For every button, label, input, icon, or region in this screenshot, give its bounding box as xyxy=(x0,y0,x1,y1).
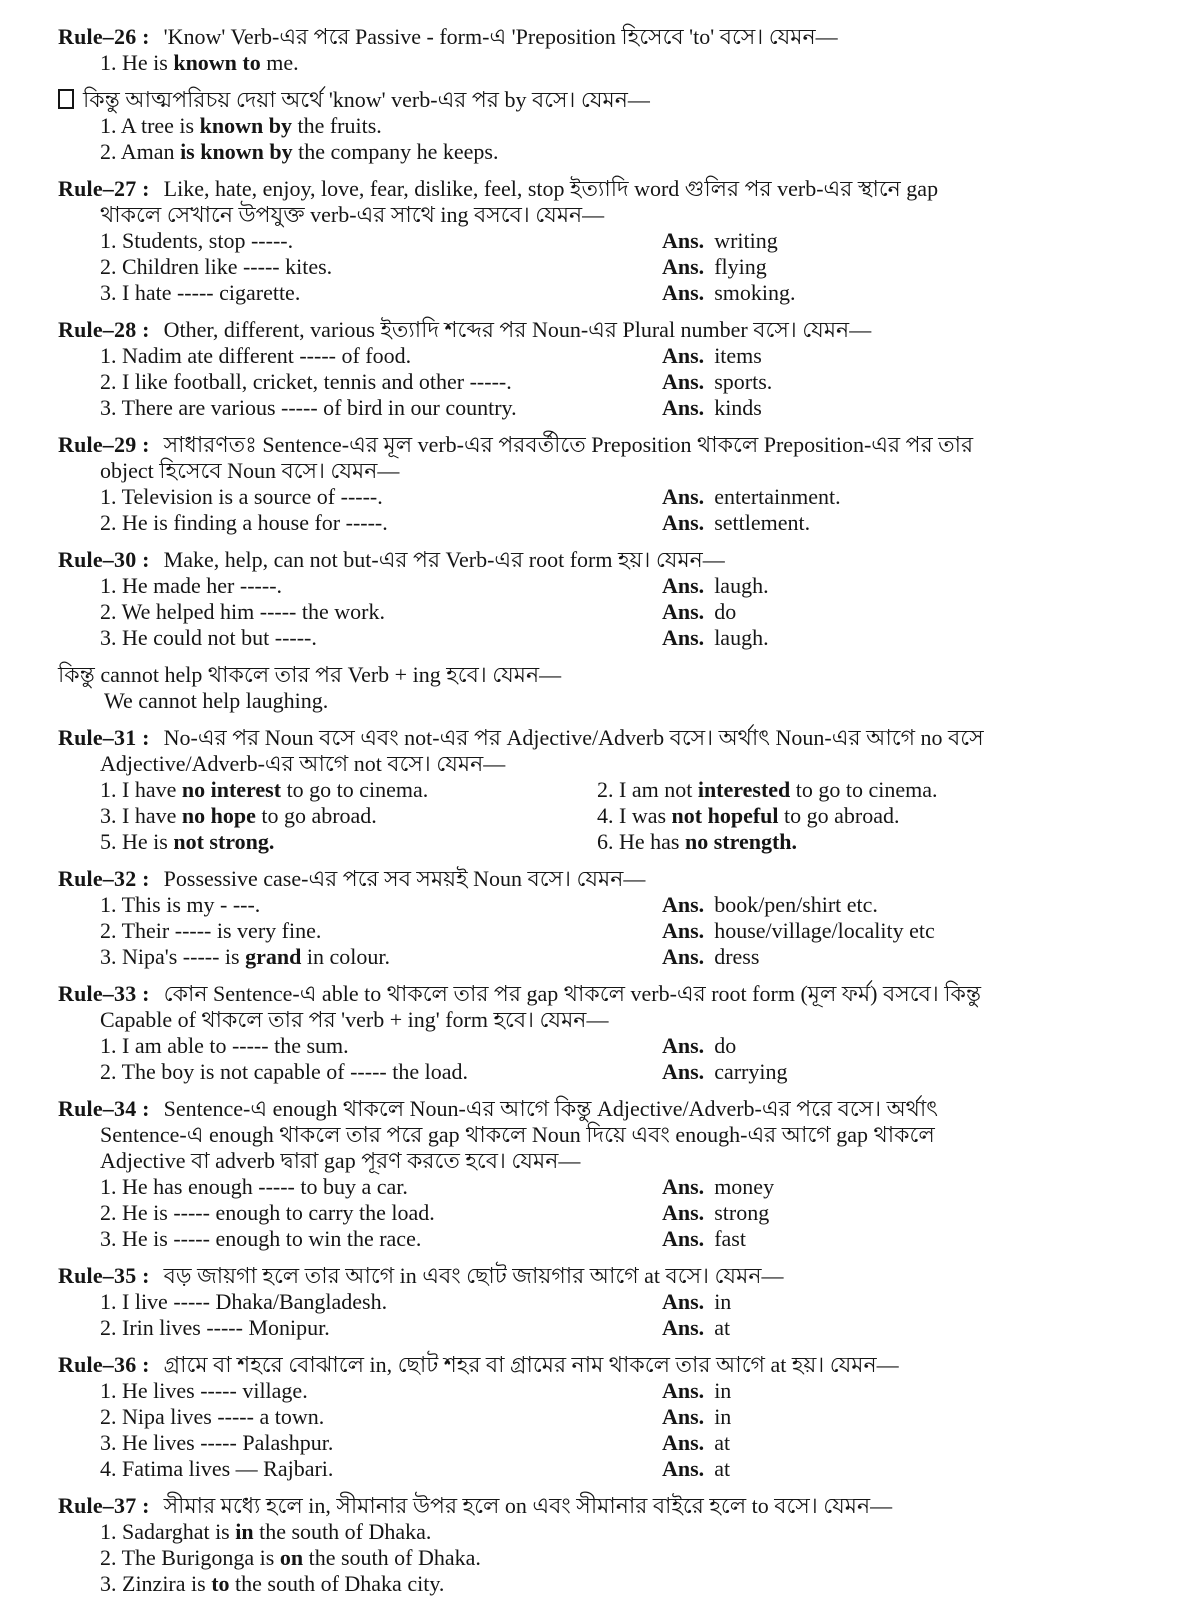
text: 3. Zinzira is xyxy=(100,1571,212,1596)
question-text xyxy=(100,1226,662,1252)
bold-text: interested xyxy=(697,777,791,802)
example-pair-row xyxy=(58,829,1182,855)
text: to go to cinema. xyxy=(281,777,429,802)
answer-label: Ans. xyxy=(662,369,705,394)
rule-label: Rule–37 : xyxy=(58,1493,150,1518)
answer-label: Ans. xyxy=(662,343,705,368)
answer-text: fast xyxy=(714,1226,746,1251)
rule-30 xyxy=(58,547,1182,651)
text: 2. I am not xyxy=(597,777,698,802)
answer-label: Ans. xyxy=(662,280,705,305)
pair-right xyxy=(597,829,797,855)
example-line xyxy=(58,688,1182,714)
text: কিন্তু আত্মপরিচয় দেয়া অর্থে 'know' verb-এর পর by বসে। যেমন— xyxy=(83,87,650,112)
note-block xyxy=(58,87,1182,165)
rule-35 xyxy=(58,1263,1182,1341)
text: সীমার মধ্যে হলে in, সীমানার উপর হলে on এবং সীমানার বাইরে হলে to বসে। যেমন— xyxy=(163,1493,893,1518)
answer-label: Ans. xyxy=(662,254,705,279)
text: 2. I like football, cricket, tennis and other -----. xyxy=(100,369,512,394)
answer-text: do xyxy=(714,1033,737,1058)
answer-text: at xyxy=(714,1430,731,1455)
text: 2. Their ----- is very fine. xyxy=(100,918,322,943)
text: 5. He is xyxy=(100,829,174,854)
answer-label: Ans. xyxy=(662,510,705,535)
answer-text: carrying xyxy=(714,1059,788,1084)
square-bullet-icon xyxy=(58,89,74,109)
answer-label: Ans. xyxy=(662,625,705,650)
example-line xyxy=(58,50,1182,76)
question-text xyxy=(100,280,662,306)
answer-text: do xyxy=(714,599,737,624)
answer-text: at xyxy=(714,1315,731,1340)
text: Capable of থাকলে তার পর 'verb + ing' form হবে। যেমন— xyxy=(100,1007,609,1032)
rule-label: Rule–32 : xyxy=(58,866,150,891)
question-text xyxy=(100,484,662,510)
text: the company he keeps. xyxy=(292,139,499,164)
answer-text: kinds xyxy=(714,395,762,420)
example-qa-row xyxy=(58,1289,1182,1315)
text: 2. Aman xyxy=(100,139,181,164)
heading-continuation xyxy=(58,1148,1182,1174)
text: 4. I was xyxy=(597,803,672,828)
example-qa-row xyxy=(58,369,1182,395)
text: 2. He is ----- enough to carry the load. xyxy=(100,1200,435,1225)
question-text xyxy=(100,1033,662,1059)
text: কিন্তু cannot help থাকলে তার পর Verb + ing হবে। যেমন— xyxy=(58,662,562,687)
bold-text: grand xyxy=(245,944,302,969)
bold-text: not hopeful xyxy=(671,803,779,828)
bold-text: known to xyxy=(173,50,261,75)
answer-text: items xyxy=(714,343,762,368)
answer-text: at xyxy=(714,1456,731,1481)
text: 1. Nadim ate different ----- of food. xyxy=(100,343,412,368)
pair-left xyxy=(100,777,597,803)
answer-text: laugh. xyxy=(714,625,769,650)
rule-26 xyxy=(58,24,1182,76)
bold-text: no hope xyxy=(181,803,256,828)
example-qa-row xyxy=(58,1174,1182,1200)
text: গ্রামে বা শহরে বোঝালে in, ছোট শহর বা গ্রামের নাম থাকলে তার আগে at হয়। যেমন— xyxy=(163,1352,899,1377)
text: 3. I have xyxy=(100,803,182,828)
text: 2. We helped him ----- the work. xyxy=(100,599,385,624)
example-line xyxy=(58,139,1182,165)
note-heading xyxy=(58,87,1182,113)
text: 1. He made her -----. xyxy=(100,573,283,598)
text: 2. Nipa lives ----- a town. xyxy=(100,1404,325,1429)
text: the fruits. xyxy=(291,113,382,138)
text: 1. I live ----- Dhaka/Bangladesh. xyxy=(100,1289,388,1314)
question-text xyxy=(100,573,662,599)
rule-29 xyxy=(58,432,1182,536)
answer-label: Ans. xyxy=(662,892,705,917)
text: to go abroad. xyxy=(778,803,900,828)
text: 2. Irin lives ----- Monipur. xyxy=(100,1315,330,1340)
answer-label: Ans. xyxy=(662,1315,705,1340)
answer-text: money xyxy=(714,1174,775,1199)
rule-label: Rule–36 : xyxy=(58,1352,150,1377)
answer-label: Ans. xyxy=(662,918,705,943)
text: to go to cinema. xyxy=(790,777,938,802)
rule-heading xyxy=(58,866,1182,892)
pair-right xyxy=(597,803,900,829)
example-qa-row xyxy=(58,1378,1182,1404)
bold-text: no interest xyxy=(181,777,282,802)
question-text xyxy=(100,1404,662,1430)
bold-text: not strong. xyxy=(173,829,275,854)
text: the south of Dhaka. xyxy=(303,1545,481,1570)
example-qa-row xyxy=(58,510,1182,536)
pair-left xyxy=(100,829,597,855)
heading-continuation xyxy=(58,202,1182,228)
text: 3. He lives ----- Palashpur. xyxy=(100,1430,334,1455)
text: Adjective/Adverb-এর আগে not বসে। যেমন— xyxy=(100,751,506,776)
example-qa-row xyxy=(58,944,1182,970)
answer-label: Ans. xyxy=(662,1404,705,1429)
text: Make, help, can not but-এর পর Verb-এর root form হয়। যেমন— xyxy=(163,547,725,572)
answer-label: Ans. xyxy=(662,1174,705,1199)
question-text xyxy=(100,228,662,254)
rule-label: Rule–28 : xyxy=(58,317,150,342)
example-qa-row xyxy=(58,395,1182,421)
rule-37 xyxy=(58,1493,1182,1597)
answer-text: dress xyxy=(714,944,760,969)
example-qa-row xyxy=(58,1059,1182,1085)
text: 2. The boy is not capable of ----- the load. xyxy=(100,1059,468,1084)
rule-36 xyxy=(58,1352,1182,1482)
rule-heading xyxy=(58,981,1182,1007)
question-text xyxy=(100,625,662,651)
bold-text: no strength. xyxy=(684,829,798,854)
note-heading xyxy=(58,662,1182,688)
rule-label: Rule–29 : xyxy=(58,432,150,457)
rule-heading xyxy=(58,1096,1182,1122)
bold-text: known by xyxy=(199,113,292,138)
text: 1. Students, stop -----. xyxy=(100,228,294,253)
example-qa-row xyxy=(58,1404,1182,1430)
example-qa-row xyxy=(58,892,1182,918)
question-text xyxy=(100,892,662,918)
rule-heading xyxy=(58,725,1182,751)
answer-label: Ans. xyxy=(662,1289,705,1314)
example-qa-row xyxy=(58,343,1182,369)
example-qa-row xyxy=(58,573,1182,599)
question-text xyxy=(100,1200,662,1226)
example-pair-row xyxy=(58,803,1182,829)
answer-text: in xyxy=(714,1289,732,1314)
question-text xyxy=(100,1456,662,1482)
text: 4. Fatima lives — Rajbari. xyxy=(100,1456,334,1481)
answer-label: Ans. xyxy=(662,1378,705,1403)
example-qa-row xyxy=(58,254,1182,280)
answer-text: book/pen/shirt etc. xyxy=(714,892,878,917)
answer-label: Ans. xyxy=(662,484,705,509)
pair-right xyxy=(597,777,938,803)
answer-text: settlement. xyxy=(714,510,811,535)
rule-heading xyxy=(58,317,1182,343)
answer-text: writing xyxy=(714,228,778,253)
question-text xyxy=(100,510,662,536)
heading-continuation xyxy=(58,458,1182,484)
example-line xyxy=(58,1545,1182,1571)
bold-text: is known by xyxy=(180,139,293,164)
text: 1. I have xyxy=(100,777,182,802)
example-qa-row xyxy=(58,1033,1182,1059)
example-qa-row xyxy=(58,1315,1182,1341)
rule-heading xyxy=(58,547,1182,573)
text: বড় জায়গা হলে তার আগে in এবং ছোট জায়গার আগে at বসে। যেমন— xyxy=(163,1263,784,1288)
answer-text: strong xyxy=(714,1200,770,1225)
text: 2. He is finding a house for -----. xyxy=(100,510,388,535)
question-text xyxy=(100,1315,662,1341)
example-qa-row xyxy=(58,1226,1182,1252)
example-qa-row xyxy=(58,1200,1182,1226)
text: 1. Television is a source of -----. xyxy=(100,484,383,509)
example-qa-row xyxy=(58,625,1182,651)
text: 3. He could not but -----. xyxy=(100,625,317,650)
answer-label: Ans. xyxy=(662,1200,705,1225)
example-line xyxy=(58,1519,1182,1545)
text: to go abroad. xyxy=(255,803,377,828)
question-text xyxy=(100,395,662,421)
example-line xyxy=(58,1571,1182,1597)
rule-label: Rule–27 : xyxy=(58,176,150,201)
example-qa-row xyxy=(58,599,1182,625)
text: 1. Sadarghat is xyxy=(100,1519,236,1544)
answer-text: in xyxy=(714,1378,732,1403)
answer-label: Ans. xyxy=(662,1059,705,1084)
example-qa-row xyxy=(58,280,1182,306)
text: 6. He has xyxy=(597,829,685,854)
heading-continuation xyxy=(58,1122,1182,1148)
example-line xyxy=(58,113,1182,139)
heading-continuation xyxy=(58,1007,1182,1033)
text: সাধারণতঃ Sentence-এর মূল verb-এর পরবর্তীতে Preposition থাকলে Preposition-এর পর তার xyxy=(163,432,974,457)
question-text xyxy=(100,343,662,369)
example-qa-row xyxy=(58,484,1182,510)
text: the south of Dhaka city. xyxy=(229,1571,445,1596)
text: 3. Nipa's ----- is xyxy=(100,944,246,969)
text: me. xyxy=(260,50,299,75)
text: 3. There are various ----- of bird in our country. xyxy=(100,395,517,420)
example-qa-row xyxy=(58,918,1182,944)
heading-continuation xyxy=(58,751,1182,777)
rule-heading xyxy=(58,1352,1182,1378)
answer-text: entertainment. xyxy=(714,484,841,509)
text: the south of Dhaka. xyxy=(253,1519,432,1544)
example-pair-row xyxy=(58,777,1182,803)
answer-text: smoking. xyxy=(714,280,796,305)
text: No-এর পর Noun বসে এবং not-এর পর Adjective/Adverb বসে। অর্থাৎ Noun-এর আগে no বসে xyxy=(163,725,984,750)
answer-label: Ans. xyxy=(662,1226,705,1251)
answer-label: Ans. xyxy=(662,573,705,598)
answer-text: flying xyxy=(714,254,767,279)
answer-label: Ans. xyxy=(662,1033,705,1058)
rule-heading xyxy=(58,1263,1182,1289)
note-block xyxy=(58,662,1182,714)
text: 1. He is xyxy=(100,50,174,75)
question-text xyxy=(100,1174,662,1200)
question-text xyxy=(100,944,662,970)
question-text xyxy=(100,918,662,944)
answer-text: house/village/locality etc xyxy=(714,918,935,943)
question-text xyxy=(100,254,662,280)
text: 'Know' Verb-এর পরে Passive - form-এ 'Preposition হিসেবে 'to' বসে। যেমন— xyxy=(163,24,838,49)
text: 1. He lives ----- village. xyxy=(100,1378,308,1403)
answer-label: Ans. xyxy=(662,1456,705,1481)
answer-text: sports. xyxy=(714,369,773,394)
rule-33 xyxy=(58,981,1182,1085)
answer-text: in xyxy=(714,1404,732,1429)
question-text xyxy=(100,1430,662,1456)
answer-label: Ans. xyxy=(662,599,705,624)
text: 2. The Burigonga is xyxy=(100,1545,280,1570)
text: 2. Children like ----- kites. xyxy=(100,254,333,279)
text: Other, different, various ইত্যাদি শব্দের পর Noun-এর Plural number বসে। যেমন— xyxy=(163,317,872,342)
bold-text: to xyxy=(211,1571,230,1596)
rule-label: Rule–26 : xyxy=(58,24,150,49)
text: 3. I hate ----- cigarette. xyxy=(100,280,301,305)
rule-28 xyxy=(58,317,1182,421)
rule-27 xyxy=(58,176,1182,306)
rule-heading xyxy=(58,432,1182,458)
rule-label: Rule–30 : xyxy=(58,547,150,572)
rule-label: Rule–31 : xyxy=(58,725,150,750)
text: Like, hate, enjoy, love, fear, dislike, feel, stop ইত্যাদি word গুলির পর verb-এর স্থানে gap xyxy=(163,176,939,201)
text: We cannot help laughing. xyxy=(104,688,329,713)
text: কোন Sentence-এ able to থাকলে তার পর gap থাকলে verb-এর root form (মূল ফর্ম) বসবে। কিন্তু xyxy=(163,981,982,1006)
answer-label: Ans. xyxy=(662,228,705,253)
question-text xyxy=(100,599,662,625)
rule-heading xyxy=(58,1493,1182,1519)
text: Adjective বা adverb দ্বারা gap পূরণ করতে হবে। যেমন— xyxy=(100,1148,581,1173)
text: 3. He is ----- enough to win the race. xyxy=(100,1226,422,1251)
rule-heading xyxy=(58,24,1182,50)
example-qa-row xyxy=(58,228,1182,254)
example-qa-row xyxy=(58,1456,1182,1482)
text: in colour. xyxy=(301,944,390,969)
bold-text: on xyxy=(279,1545,304,1570)
pair-left xyxy=(100,803,597,829)
question-text xyxy=(100,1289,662,1315)
rule-31 xyxy=(58,725,1182,855)
question-text xyxy=(100,1059,662,1085)
rule-label: Rule–34 : xyxy=(58,1096,150,1121)
rule-34 xyxy=(58,1096,1182,1252)
answer-label: Ans. xyxy=(662,395,705,420)
text: Possessive case-এর পরে সব সময়ই Noun বসে। যেমন— xyxy=(163,866,646,891)
answer-label: Ans. xyxy=(662,1430,705,1455)
example-qa-row xyxy=(58,1430,1182,1456)
rule-heading xyxy=(58,176,1182,202)
answer-label: Ans. xyxy=(662,944,705,969)
question-text xyxy=(100,1378,662,1404)
answer-text: laugh. xyxy=(714,573,769,598)
text: 1. He has enough ----- to buy a car. xyxy=(100,1174,408,1199)
text: object হিসেবে Noun বসে। যেমন— xyxy=(100,458,400,483)
text: 1. This is my - ---. xyxy=(100,892,261,917)
rule-32 xyxy=(58,866,1182,970)
text: 1. A tree is xyxy=(100,113,200,138)
text: Sentence-এ enough থাকলে Noun-এর আগে কিন্তু Adjective/Adverb-এর পরে বসে। অর্থাৎ xyxy=(163,1096,939,1121)
bold-text: in xyxy=(235,1519,254,1544)
rule-label: Rule–33 : xyxy=(58,981,150,1006)
rule-label: Rule–35 : xyxy=(58,1263,150,1288)
text: 1. I am able to ----- the sum. xyxy=(100,1033,349,1058)
text: Sentence-এ enough থাকলে তার পরে gap থাকলে Noun দিয়ে এবং enough-এর আগে gap থাকলে xyxy=(100,1122,935,1147)
text: থাকলে সেখানে উপযুক্ত verb-এর সাথে ing বসবে। যেমন— xyxy=(100,202,605,227)
question-text xyxy=(100,369,662,395)
